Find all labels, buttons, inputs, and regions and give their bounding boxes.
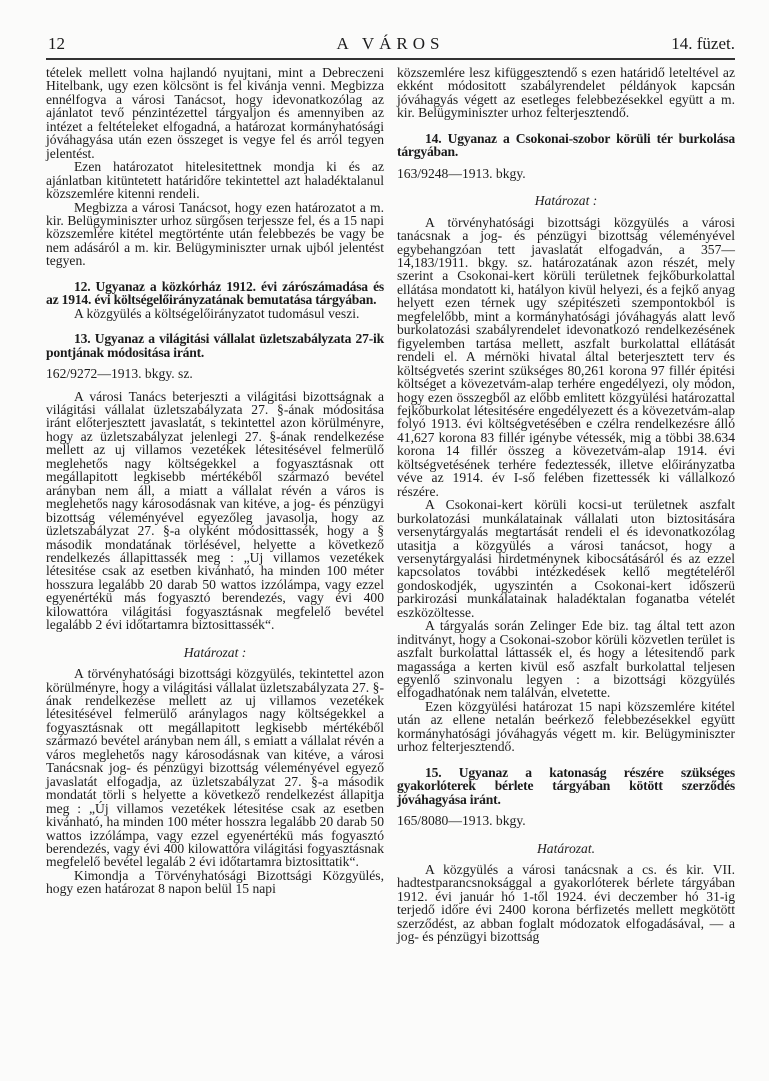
right-column xyxy=(397,66,735,944)
section-heading: 13. Ugyanaz a világitási vállalat üzletszabályzata 27-ik pontjának módositása iránt. xyxy=(46,331,384,360)
resolution-label: Határozat : xyxy=(183,644,247,660)
paragraph: A közgyülés a költségelőirányzatot tudomásul veszi. xyxy=(74,305,360,321)
page-number: 12 xyxy=(48,34,65,53)
section-heading: 15. Ugyanaz a katonaság részére szükséges gyakorlóterek bérlete tárgyában kötött szerződés jóváhagyása iránt. xyxy=(397,764,735,807)
left-column xyxy=(46,66,384,896)
paragraph: Ezen határozatot hitelesitettnek mondja ki és az ajánlatban kitüntetett határidőre tekintettel azt haladéktalanul közszemlére kitenni rendeli. xyxy=(46,159,384,202)
section-heading: 14. Ugyanaz a Csokonai-szobor körüli tér burkolása tárgyában. xyxy=(397,130,735,160)
issue-number: 14. füzet. xyxy=(671,34,735,53)
paragraph: Kimondja a Törvényhatósági Bizottsági Közgyülés, hogy ezen határozat 8 napon belül 15 napi xyxy=(46,867,384,897)
paragraph: A törvényhatósági bizottsági közgyülés a városi tanácsnak a jog- és pénzügyi bizottság véleményével egybehangzóan tett javaslatát elfogadván, a 357—14,183/1911. bkgy. sz. határozatának azon részét, mely szerint a Csokonai-kert körüli területnek fejkőburkolattal ellátása mondatott ki, hatályon kivül helyezi, és a fejkő anyag helyett ezen térnek ugy szépitészeti szempontokból is megfelelőbb, mint a kormányhatósági jóváhagyás alatt levő burkolatozási szabályrendelet idevonatkozó rendelkezésének figyelemben tartása mellett, aszfalt burkolattal ellátását rendeli el. A mérnöki hivatal által beterjesztett terv és költségvetés szerint szükséges 80,261 korona 97 fillér épitési költséget a kövezetvám-alap terhére engedélyezi, oly módon, hogy ezen összegből az előbb emlitett közgyülési határozattal fejkőburkolat létesitésére engedélyezett és a kövezetvám-alap folyó 1913. évi költségvetésében e czélra rendelkezésre álló 41,627 korona 83 fillér igénybe vétessék, mig a többi 38.634 korona 14 fillér összeg a kövezetvám-alap 1914. évi költségvetésének terhére fedeztessék, illetve előirányzatba véve az 1914. év I-ső felében fizettessék ki vállalkozó részére. xyxy=(397,214,735,499)
reference-number: 165/8080—1913. bkgy. xyxy=(397,813,526,829)
paragraph: A Csokonai-kert körüli kocsi-ut területnek aszfalt burkolatozási munkálatainak vállalati uton biztositására versenytárgyalás megtartását rendeli el és idevonatkozólag utasitja a közgyülés a városi tanácsot, hogy a versenytárgyalási hirdetménynek kibocsátásáról és az ezzel kapcsolatos további intézkedések kellő megtételéről gondoskodjék, ugyszintén a Csokonai-kert időszerü parkirozási munkálatainak haladéktalan foganatba vételét eszközöltesse. xyxy=(397,497,735,620)
reference-number: 162/9272—1913. bkgy. sz. xyxy=(46,366,193,382)
paragraph: Megbizza a városi Tanácsot, hogy ezen határozatot a m. kir. Belügyminiszter urhoz sürgősen terjessze fel, és a 15 napi közszemlére kitétel megtörténte után felebbezés be vagy be nem adásáról a m. kir. Belügyminiszter urnak ujból jelentést tegyen. xyxy=(46,199,384,269)
paragraph: Ezen közgyülési határozat 15 napi közszemlére kitétel után az ellene netalán beérkező felebbezésekkel együtt kormányhatósági jóváhagyás végett m. kir. Belügyminiszter urhoz felterjesztendő. xyxy=(397,698,735,755)
paragraph: A törvényhatósági bizottsági közgyülés, tekintettel azon körülményre, hogy a világitási vállalat üzletszabályzata 27. §-ának rendelkezése mellett az uj villamos vezetékek létesitésével felmerülő aránylagos nagy költségekkel a fogyasztásnak ott megállapitott legkisebb mértékéből származó bevétel arányban nem áll, s emiatt a vállalat révén a város meglehetős nagy károsodásnak van kitéve, a városi Tanácsnak jog- és pénzügyi bizottság véleményével egyező javaslatát elfogadja, az üzletszabályzat 27. §-a második mondatát törli s helyette a következő rendelkezést állapitja meg : „Új villamos vezetékek létesitése csak az esetben kivánható, ha minden 100 méter hosszra legalább 20 darab 50 wattos izzólámpa, vagy ezzel egyenértékü más fogyasztó berendezés, vagy évi 400 kilowattóra világitási fogyasztásnak megfelelő bevétel legaláb 2 évi időtartamra biztosittatik“. xyxy=(46,666,384,870)
resolution-label: Határozat : xyxy=(534,193,598,209)
paragraph: A közgyülés a városi tanácsnak a cs. és kir. VII. hadtestparancsnoksággal a gyakorlóterek bérlete tárgyában 1912. évi január hó 1-től 1924. évi deczember hó 31-ig terjedő időre évi 2400 korona bérfizetés mellett megkötött szerződést, az abban foglalt módozatok elfogadásával, — a jog- és pénzügyi bizottság xyxy=(397,862,735,945)
paragraph: közszemlére lesz kifüggesztendő s ezen határidő leteltével az ekként módositott szabályrendelet példányok kapcsán jóváhagyás végett az esetleges felebbezésekkel együtt a m. kir. Belügyminiszter urhoz felterjesztendő. xyxy=(397,65,735,121)
reference-number: 163/9248—1913. bkgy. xyxy=(397,165,526,181)
paragraph: tételek mellett volna hajlandó nyujtani, mint a Debreczeni Hitelbank, ugy ezen kölcsönt is fel kivánja venni. Megbizza ennélfogva a városi Tanácsot, hogy idevonatkozólag az ajánlatot tevő pénzintézettel tárgyaljon és amennyiben az intézet a feltételeket elfogadná, a határozat kormányhatósági jóváhagyása után ezen összeget is vegye fel és arról tegyen jelentést. xyxy=(46,65,384,161)
resolution-label: Határozat. xyxy=(536,840,596,856)
paragraph: A városi Tanács beterjeszti a világitási bizottságnak a világitási vállalat üzletszabályzata 27. §-ának módositása iránt előterjesztett javaslatát, s tekintettel azon körülményre, hogy az üzletszabályzat jelenlegi 27. §-ának rendelkezése mellett az uj villamos vezetékek létesitésével felmerülő meglehetős nagy költségekkel a fogyasztásnak ott megállapitott legkisebb mértékéből származó bevétel arányban nem áll, a miatt a vállalat révén a város is meglehetős nagy károsodásnak van kitéve, a jog- és pénzügyi bizottság véleményével egyezőleg javasolja, hogy az üzletszabályzat 27. §-a olyként módosittassék, hogy a § második mondatának törlésével, helyette a következő rendelkezés állapittassék meg : „Uj villamos vezetékek létesitése csak az esetben kivánható, ha minden 100 méter hosszura legalább 20 darab 50 wattos izzólámpa, vagy ezzel egyenértékü más fogyasztó berendezés, vagy évi 400 kilowattóra világitási fogyasztásnak megfelelő bevétel legalább 2 évi időtartamra biztosittassék“. xyxy=(46,388,384,633)
publication-title: A VÁROS xyxy=(336,34,445,53)
page-header xyxy=(46,34,735,60)
section-heading: 12. Ugyanaz a közkórház 1912. évi zárószámadása és az 1914. évi költségelőirányzatának bemutatása tárgyában. xyxy=(46,278,384,308)
paragraph: A tárgyalás során Zelinger Ede biz. tag által tett azon inditványt, hogy a Csokonai-szobor körüli közvetlen terület is aszfalt burkolattal láttassék el, és hogy a létesitendő park magassága a kerten kivül eső aszfalt burkolattal teljesen egyenlő szinvonalu legyen : a bizottsági közgyülés elfogadhatónak nem találván, elvetette. xyxy=(397,618,735,701)
